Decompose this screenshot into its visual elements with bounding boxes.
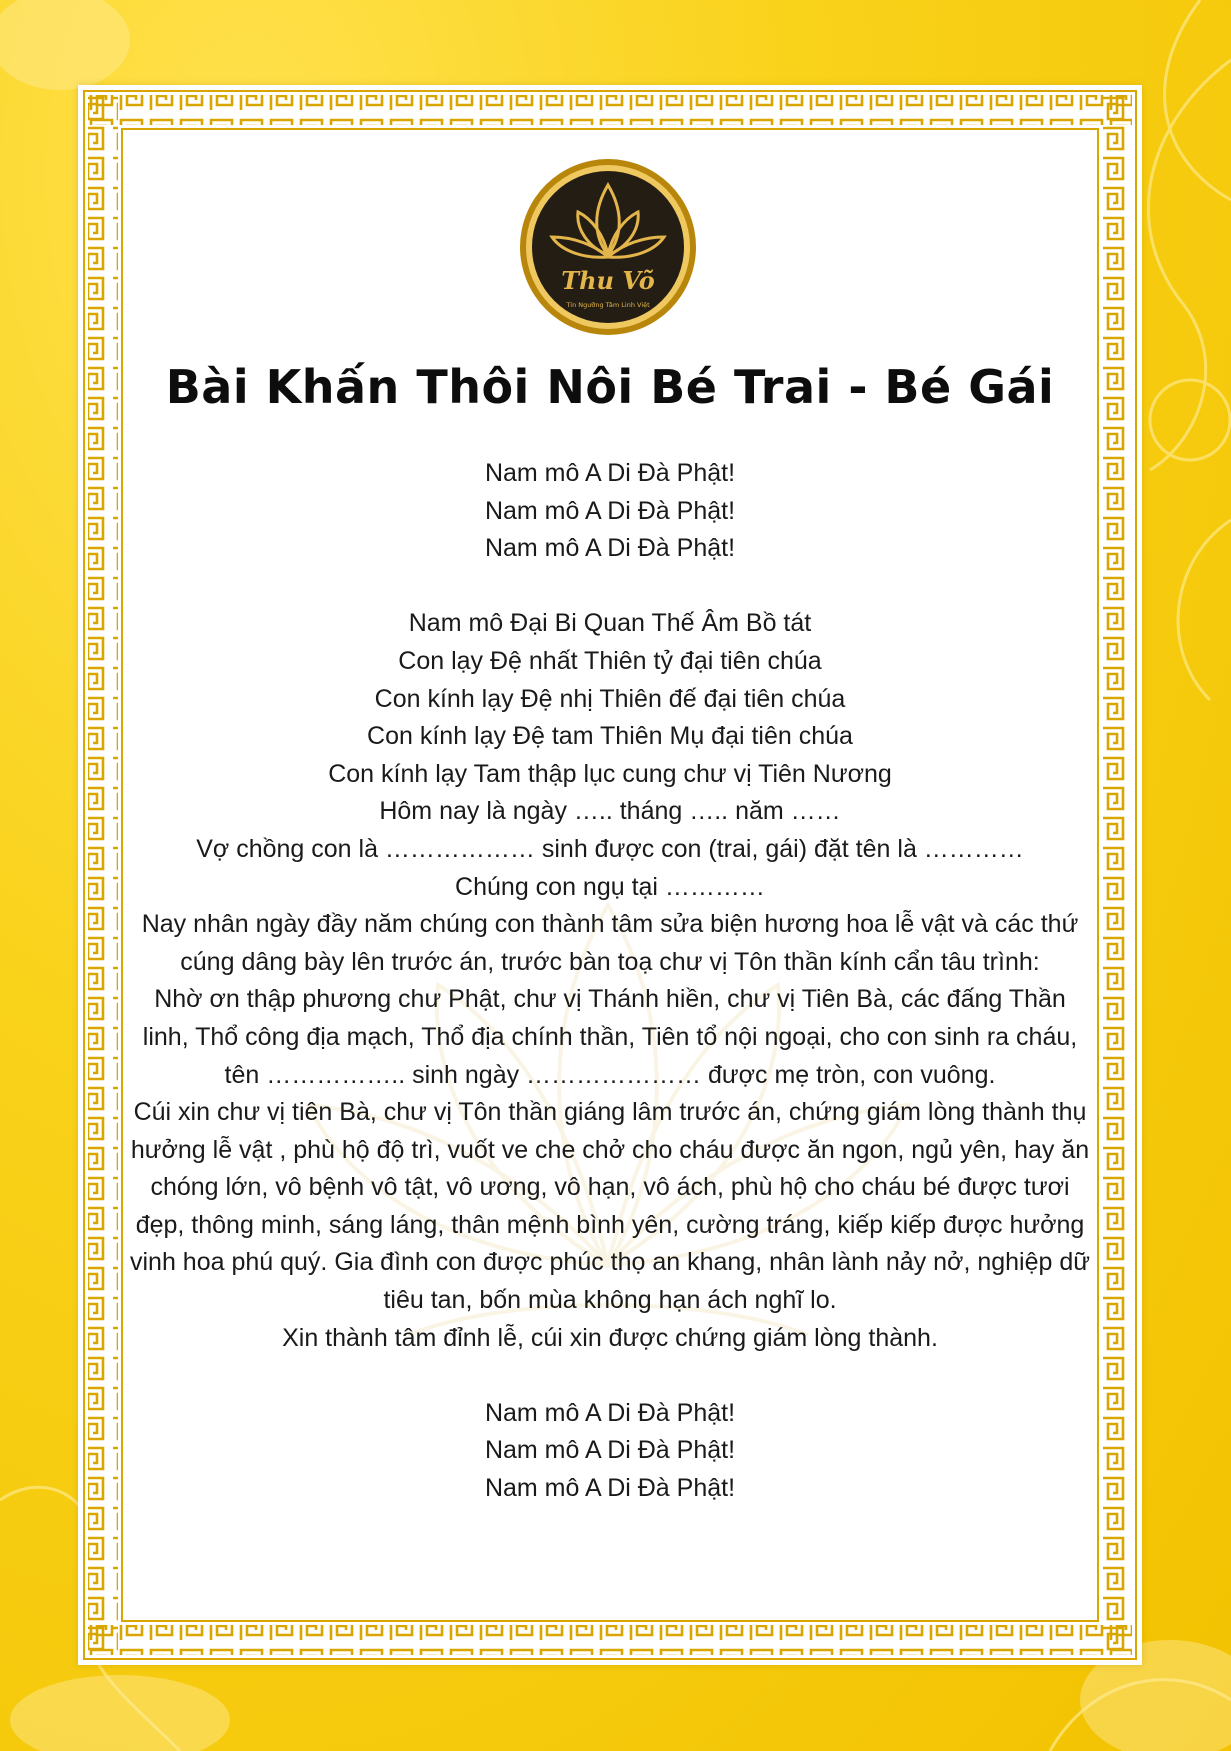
closing-chant-line: Nam mô A Di Đà Phật! (484, 1398, 736, 1427)
spacer (130, 1357, 1090, 1395)
invocation-line: Con kính lạy Đệ tam Thiên Mụ đại tiên chúa (367, 722, 853, 751)
opening-chant-line: Nam mô A Di Đà Phật! (484, 459, 736, 487)
logo-tagline: Tín Ngưỡng Tâm Linh Việt (566, 301, 650, 309)
page-title: Bài Khấn Thôi Nôi Bé Trai - Bé Gái (165, 360, 1055, 414)
invocation-line: Nam mô Đại Bi Quan Thế Âm Bồ tát (408, 609, 812, 638)
invocation-line: Con kính lạy Đệ nhị Thiên đế đại tiên chúa (374, 684, 846, 713)
logo-name: Thu Võ (561, 266, 655, 295)
parents-line: Vợ chồng con là ……………… sinh được con (trai, gái) đặt tên là ………… (196, 834, 1024, 863)
prayer-card (78, 85, 1142, 1665)
invocation-line: Con lạy Đệ nhất Thiên tỷ đại tiên chúa (398, 646, 822, 675)
opening-chant-line: Nam mô A Di Đà Phật! (484, 496, 736, 525)
prayer-text (130, 455, 1090, 1508)
date-line: Hôm nay là ngày ….. tháng ….. năm …… (379, 797, 841, 826)
spacer (130, 568, 1090, 606)
closing-chant-line: Nam mô A Di Đà Phật! (484, 1474, 736, 1503)
closing-respect-line: Xin thành tâm đỉnh lễ, cúi xin được chứng giám lòng thành. (282, 1323, 938, 1352)
residence-line: Chúng con ngụ tại ………… (455, 872, 765, 901)
opening-chant-line: Nam mô A Di Đà Phật! (484, 534, 736, 563)
blessing-paragraph: Cúi xin chư vị tiên Bà, chư vị Tôn thần giáng lâm trước án, chứng giám lòng thành thụ hưởng lễ vật , phù hộ độ trì, vuốt ve che chở cho cháu được ăn ngon, ngủ yên, hay ăn chóng lớn, vô bệnh vô tật, vô ương, vô hạn, vô ách, phù hộ cho cháu bé được tươi đẹp, thông minh, sáng láng, thân mệnh bình yên, cường tráng, kiếp kiếp được hưởng vinh hoa phú quý. Gia đình con được phúc thọ an khang, nhân lành nảy nở, nghiệp dữ tiêu tan, bốn mùa không hạn ách nghĩ lo. (130, 1098, 1090, 1315)
thu-vo-logo (518, 157, 698, 337)
offering-paragraph: Nay nhân ngày đầy năm chúng con thành tâm sửa biện hương hoa lễ vật và các thứ cúng dâng bày lên trước án, trước bàn toạ chư vị Tôn thần kính cẩn tâu trình: (141, 910, 1079, 976)
invocation-line: Con kính lạy Tam thập lục cung chư vị Tiên Nương (328, 759, 892, 788)
closing-chant-line: Nam mô A Di Đà Phật! (484, 1436, 736, 1465)
gratitude-paragraph: Nhờ ơn thập phương chư Phật, chư vị Thánh hiền, chư vị Tiên Bà, các đấng Thần linh, Thổ công địa mạch, Thổ địa chính thần, Tiên tổ nội ngoại, cho con sinh ra cháu, tên …………….. sinh ngày ………………… được mẹ tròn, con vuông. (142, 985, 1078, 1089)
